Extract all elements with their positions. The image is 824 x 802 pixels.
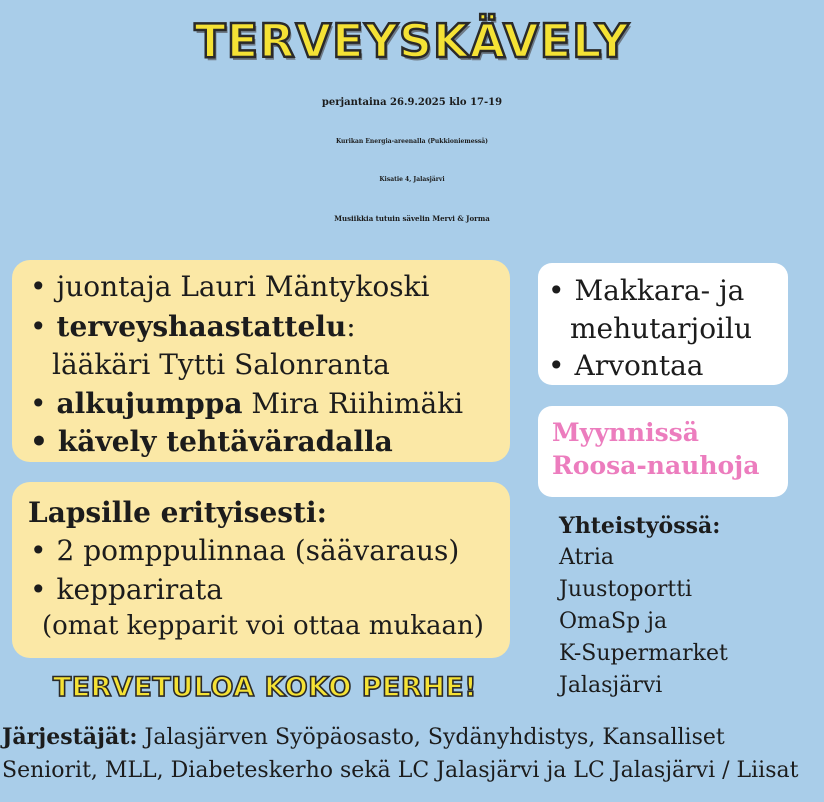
program-walk: • kävely tehtäväradalla xyxy=(30,425,393,458)
cooperation-heading: Yhteistyössä: xyxy=(559,513,721,539)
extras-snacks-line1: • Makkara- ja xyxy=(548,274,744,307)
interview-colon: : xyxy=(346,310,356,343)
warmup-person: Mira Riihimäki xyxy=(251,387,464,420)
program-warmup xyxy=(30,387,463,420)
kids-note: (omat kepparit voi ottaa mukaan) xyxy=(42,611,484,641)
organizers-line2: Seniorit, MLL, Diabeteskerho sekä LC Jalasjärvi ja LC Jalasjärvi / Liisat xyxy=(2,758,799,783)
extras-raffle: • Arvontaa xyxy=(548,349,703,382)
interview-label: terveyshaastattelu xyxy=(56,310,347,343)
event-address: Kisatie 4, Jalasjärvi xyxy=(379,176,445,183)
partner-juustoportti: Juustoportti xyxy=(559,577,693,602)
partner-k-supermarket: K-Supermarket xyxy=(559,641,728,666)
poster-title: TERVEYSKÄVELY xyxy=(194,14,630,68)
organizers-line1 xyxy=(2,724,725,750)
partner-jalasjarvi: Jalasjärvi xyxy=(559,673,663,698)
event-music: Musiikkia tutuin sävelin Mervi & Jorma xyxy=(334,214,490,223)
partner-atria: Atria xyxy=(559,545,615,570)
sale-line1: Myynnissä xyxy=(552,418,699,447)
warmup-label: alkujumppa xyxy=(56,387,243,420)
event-venue: Kurikan Energia-areenalla (Pukkioniemessä) xyxy=(335,138,489,145)
kids-item-bouncy: • 2 pomppulinnaa (säävaraus) xyxy=(30,534,459,567)
program-interview-person: lääkäri Tytti Salonranta xyxy=(52,348,390,381)
kids-item-hobbyhorse: • kepparirata xyxy=(30,573,223,606)
welcome-banner: TERVETULOA KOKO PERHE! xyxy=(52,672,478,703)
organizers-text-1: Jalasjärven Syöpäosasto, Sydänyhdistys, Kansalliset xyxy=(144,725,725,750)
event-date: perjantaina 26.9.2025 klo 17-19 xyxy=(321,97,503,108)
program-interview xyxy=(30,310,356,343)
organizers-label: Järjestäjät: xyxy=(2,724,138,750)
extras-snacks-line2: mehutarjoilu xyxy=(570,312,752,345)
sale-line2: Roosa-nauhoja xyxy=(552,451,760,480)
partner-omasp: OmaSp ja xyxy=(559,609,668,634)
kids-heading: Lapsille erityisesti: xyxy=(28,496,327,529)
program-host: • juontaja Lauri Mäntykoski xyxy=(30,270,429,303)
